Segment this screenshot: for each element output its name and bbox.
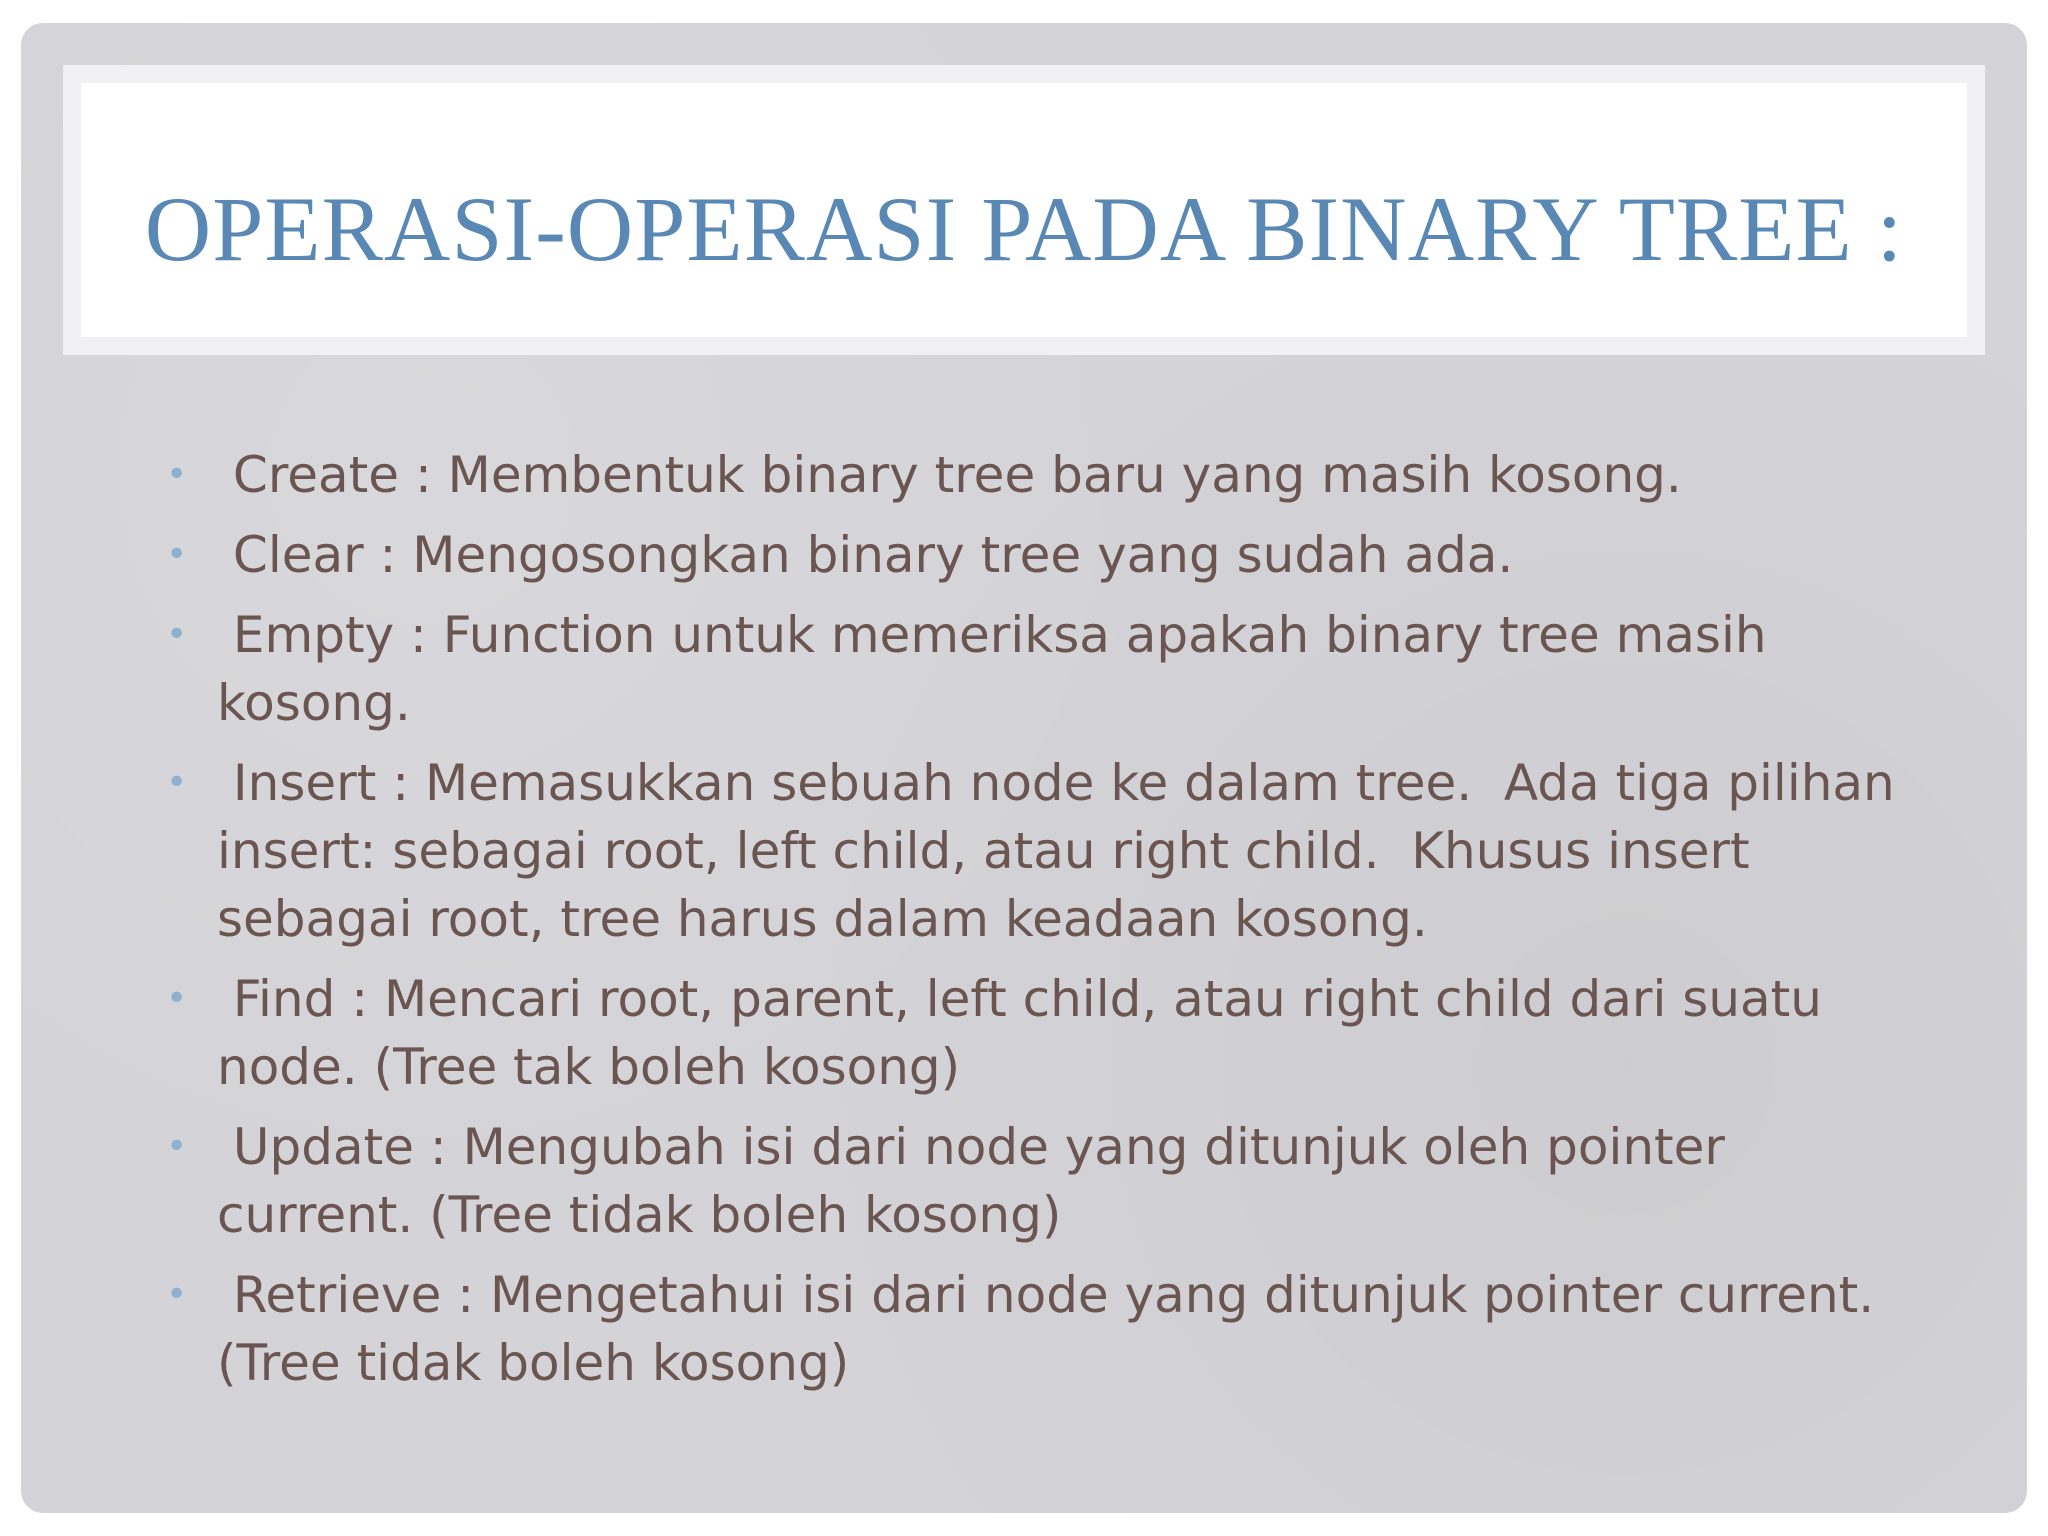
bullet-text: Retrieve : Mengetahui isi dari node yang ditunjuk pointer current. (Tree tidak boleh kosong) — [217, 1266, 1891, 1392]
bullet-text: Clear : Mengosongkan binary tree yang sudah ada. — [217, 526, 1514, 584]
bullet-item-empty — [151, 601, 1931, 737]
bullet-dot-icon: • — [166, 614, 188, 655]
bullet-item-find — [151, 965, 1931, 1101]
bullet-dot-icon: • — [166, 978, 188, 1019]
bullet-text: Find : Mencari root, parent, left child, atau right child dari suatu node. (Tree tak boleh kosong) — [217, 970, 1838, 1096]
bullet-dot-icon: • — [166, 1126, 188, 1167]
bullet-text: Empty : Function untuk memeriksa apakah binary tree masih kosong. — [217, 606, 1783, 732]
bullet-item-create — [151, 441, 1931, 509]
bullet-list — [151, 441, 1931, 1409]
bullet-item-clear — [151, 521, 1931, 589]
bullet-item-update — [151, 1113, 1931, 1249]
bullet-item-insert — [151, 749, 1931, 953]
slide — [21, 23, 2027, 1513]
bullet-text: Update : Mengubah isi dari node yang ditunjuk oleh pointer current. (Tree tidak boleh kosong) — [217, 1118, 1741, 1244]
bullet-dot-icon: • — [166, 1274, 188, 1315]
bullet-text: Insert : Memasukkan sebuah node ke dalam tree. Ada tiga pilihan insert: sebagai root, left child, atau right child. Khusus insert sebagai root, tree harus dalam keadaan kosong. — [217, 754, 1911, 948]
bullet-dot-icon: • — [166, 534, 188, 575]
bullet-text: Create : Membentuk binary tree baru yang masih kosong. — [217, 446, 1682, 504]
bullet-dot-icon: • — [166, 762, 188, 803]
bullet-dot-icon: • — [166, 454, 188, 495]
bullet-item-retrieve — [151, 1261, 1931, 1397]
slide-title: OPERASI-OPERASI PADA BINARY TREE : — [144, 178, 1904, 280]
